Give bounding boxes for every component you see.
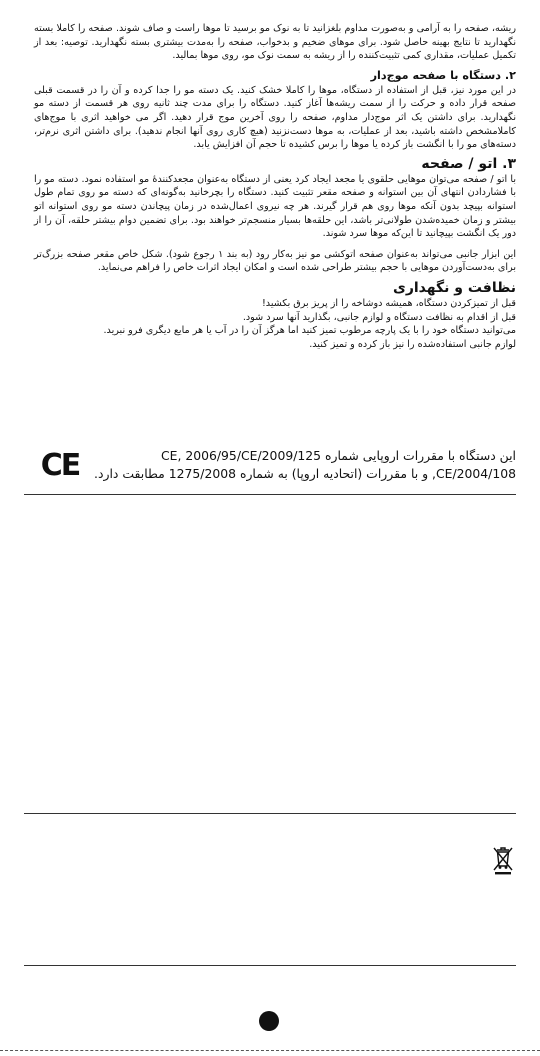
section-2-title: ۲. دستگاه با صفحه موج‌دار [370,68,516,82]
ce-mark-icon: CE [40,447,80,483]
compliance-block [36,446,518,484]
page-dot [259,1011,279,1031]
compliance-line-1: این دستگاه با مقررات اروپایی شماره 2009/125/CE, 2006/95/CE [160,448,516,463]
section-3-body: با اتو / صفحه می‌توان موهایی حلقوی یا مجعد ایجاد کرد یعنی از دستگاه به‌عنوان مجعدکنندهٔ مو استفاده نمود. دسته مو را با فشاردادن انتهای آن بین استوانه و صفحه مقعر تثبیت کنید. دستگاه را بچرخانید به‌گونه‌ای که دسته مو روی تمام طول استوانه بپیچد بدون آنکه موها روی هم قرار گیرند. هر چه نیروی اعمال‌شده در زمان پیچاندن دسته مو روی استوانه اتو بیشتر و زمان خمیده‌شدن طولانی‌تر باشد، این حلقه‌ها بسیار منسجم‌تر خواهند بود. برای تضمین دوام بیشتر حلقه، آن را از دور یک انگشت بپیچانید تا این‌که موها سرد شوند. [34,173,516,240]
compliance-text [84,447,518,483]
manual-body [34,22,516,351]
section-2-body: در این مورد نیز، قبل از استفاده از دستگاه، موها را کاملا خشک کنید. یک دسته مو را جدا کرده و آن را در قسمت قبلی صفحه قرار داده و حرکت را از سمت ریشه‌ها آغاز کنید. دستگاه را برای مدت چند ثانیه روی هر قسمت از دسته مو نگهدارید. برای داشتن یک اثر موج‌دار مداوم، صفحه را روی آخرین موج قرار دهید. اگر می خواهید اثری با موج‌های کاملامشخص داشته باشید، بعد از عملیات، به موها دست‌نزنید (هیچ کاری روی آنها انجام ندهید). برای داشتن اثری نرم‌تر، دسته‌های مو را با انگشت باز کرده یا موها را برس کشیده تا حجم آن افزایش یابد. [34,84,516,151]
section-3-extra: این ابزار جانبی می‌تواند به‌عنوان صفحه اتوکشی مو نیز به‌کار رود (به بند ۱ رجوع شود). شکل خاص مقعر صفحه بزرگ‌تر برای به‌دست‌آوردن موهایی با حجم بیشتر طراحی شده است و امکان ایجاد اثرات خاص را فراهم می‌نماید. [34,248,516,274]
cleaning-line-4: لوازم جانبی استفاده‌شده را نیز باز کرده و تمیز کنید. [309,338,516,350]
section-3-title: ۳. اتو / صفحه [421,155,516,172]
compliance-line-2: 2004/108/CE, و با مقررات (اتحادیه اروپا) به شماره 1275/2008 مطابقت دارد. [94,466,516,481]
intro-paragraph: ریشه، صفحه را به آرامی و به‌صورت مداوم بلغزانید تا به نوک مو برسید تا موها راست و صاف شوند. صفحه را کاملا بسته نگهدارید تا نتایج بهینه حاصل شود. برای موهای ضخیم و بدخواب، صفحه را به‌مدت بیشتری بسته نگهدارید. توصیه: بعد از تکمیل عملیات، مقداری کمی تثبیت‌کننده را از ریشه به سمت نوک مو، روی موها بمالید. [34,23,516,62]
crossed-out-wheelie-bin-icon [492,845,514,875]
cleaning-title: نظافت و نگهداری [392,279,516,296]
cleaning-line-1: قبل از تمیزکردن دستگاه، همیشه دوشاخه را از پریز برق بکشید! [261,297,516,309]
crop-dashes [0,1050,540,1051]
divider-bottom [24,965,516,966]
cleaning-line-3: می‌توانید دستگاه خود را با یک پارچه مرطوب تمیز کنید اما هرگز آن را در آب یا هر مایع دیگری فرو نبرید. [103,325,516,337]
divider-middle [24,813,516,814]
cleaning-line-2: قبل از اقدام به نظافت دستگاه و لوازم جانبی، بگذارید آنها سرد شود. [242,311,516,323]
divider-top [24,494,516,495]
